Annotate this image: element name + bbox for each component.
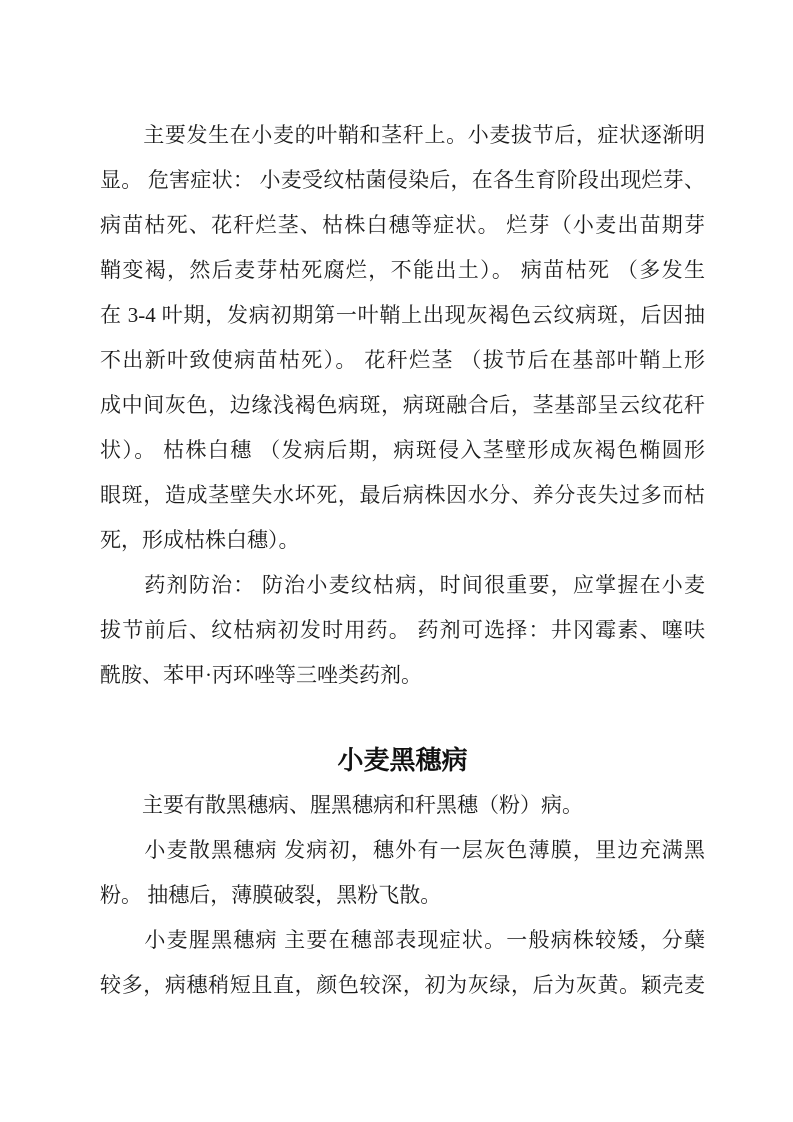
text-line: 死，形成枯株白穗）。: [100, 528, 300, 552]
text-line: 粉。 抽穗后，薄膜破裂，黑粉飞散。: [100, 883, 442, 907]
text-line: 酰胺、苯甲·丙环唑等三唑类药剂。: [100, 663, 422, 687]
text-line: 成中间灰色，边缘浅褐色病斑，病斑融合后，茎基部呈云纹花秆: [100, 393, 705, 417]
line-spacer: [100, 698, 705, 738]
section-heading: 小麦黑穗病: [337, 745, 468, 775]
text-line: 眼斑，造成茎壁失水坏死，最后病株因水分、养分丧失过多而枯: [100, 483, 705, 507]
text-line: 小麦散黑穗病 发病初，穗外有一层灰色薄膜，里边充满黑: [100, 838, 705, 862]
text-line: 拔节前后、纹枯病初发时用药。 药剂可选择：井冈霉素、噻呋: [100, 618, 705, 642]
text-line: 在 3-4 叶期，发病初期第一叶鞘上出现灰褐色云纹病斑，后因抽: [100, 303, 705, 327]
text-line: 鞘变褐，然后麦芽枯死腐烂，不能出土）。 病苗枯死 （多发生: [100, 258, 705, 282]
text-line: 主要有散黑穗病、腥黑穗病和秆黑穗（粉）病。: [100, 793, 583, 817]
text-line: 小麦腥黑穗病 主要在穗部表现症状。一般病株较矮，分蘖: [100, 928, 705, 952]
text-line: 病苗枯死、花秆烂茎、枯株白穗等症状。 烂芽（小麦出苗期芽: [100, 213, 705, 237]
text-line: 不出新叶致使病苗枯死）。 花秆烂茎 （拔节后在基部叶鞘上形: [100, 348, 705, 372]
text-line: 显。 危害症状： 小麦受纹枯菌侵染后，在各生育阶段出现烂芽、: [100, 168, 705, 192]
text-line: 状）。 枯株白穗 （发病后期，病斑侵入茎壁形成灰褐色椭圆形: [100, 438, 705, 462]
document-body: [100, 113, 705, 1008]
text-line: 主要发生在小麦的叶鞘和茎秆上。小麦拔节后，症状逐渐明: [100, 123, 705, 147]
text-line: 药剂防治： 防治小麦纹枯病，时间很重要，应掌握在小麦: [100, 573, 705, 597]
text-line: 较多，病穗稍短且直，颜色较深，初为灰绿，后为灰黄。颖壳麦: [100, 973, 705, 997]
